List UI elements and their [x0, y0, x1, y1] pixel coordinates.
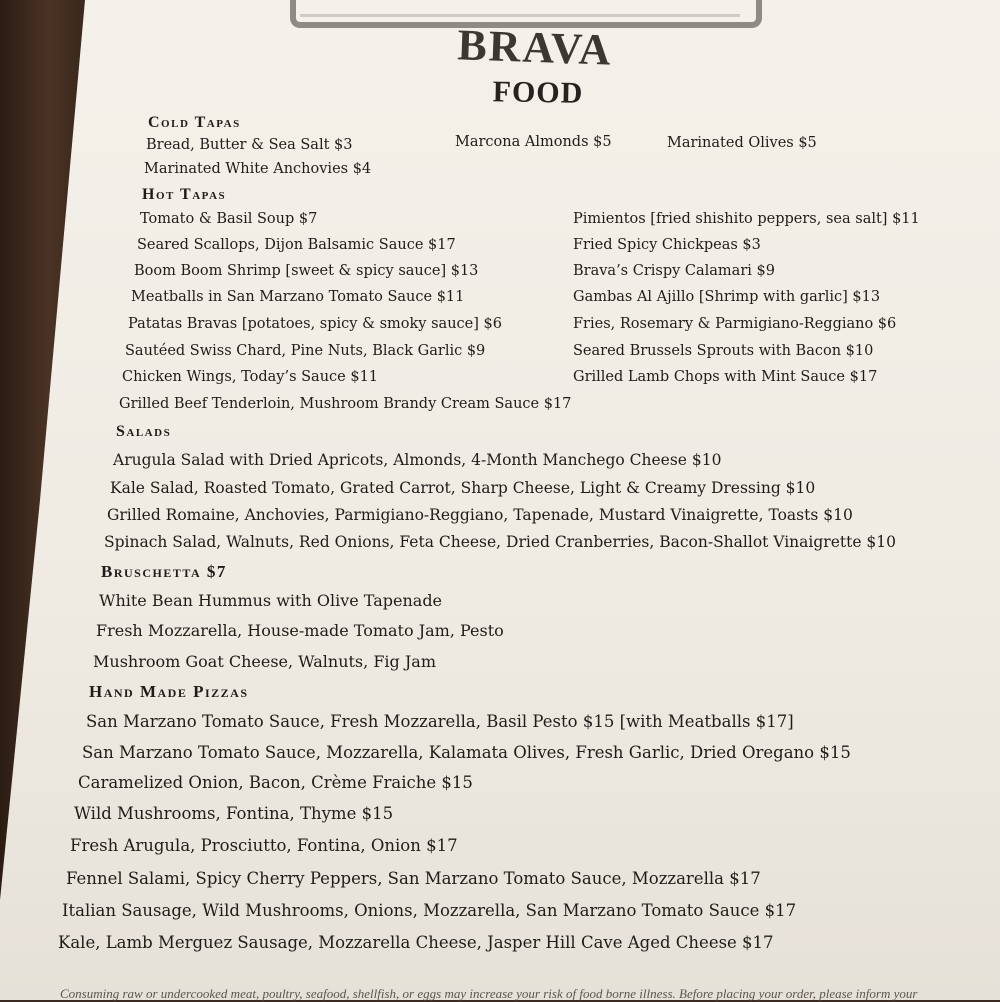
menu-item: Grilled Lamb Chops with Mint Sauce $17 — [573, 369, 878, 385]
bruschetta-heading: Bruschetta $7 — [101, 562, 227, 581]
menu-item: Meatballs in San Marzano Tomato Sauce $11 — [131, 289, 465, 305]
menu-item: Gambas Al Ajillo [Shrimp with garlic] $13 — [573, 289, 881, 305]
menu-item: Grilled Romaine, Anchovies, Parmigiano-Reggiano, Tapenade, Mustard Vinaigrette, Toasts $10 — [107, 506, 853, 524]
menu-item: Pimientos [fried shishito peppers, sea salt] $11 — [573, 211, 920, 227]
menu-item: Caramelized Onion, Bacon, Crème Fraiche $15 — [78, 773, 473, 792]
menu-item: Kale, Lamb Merguez Sausage, Mozzarella Cheese, Jasper Hill Cave Aged Cheese $17 — [58, 933, 774, 952]
menu-item: San Marzano Tomato Sauce, Fresh Mozzarella, Basil Pesto $15 [with Meatballs $17] — [86, 712, 794, 731]
menu-item: Fresh Arugula, Prosciutto, Fontina, Onion $17 — [70, 836, 458, 855]
menu-item: Fried Spicy Chickpeas $3 — [573, 237, 761, 253]
menu-item: Fresh Mozzarella, House-made Tomato Jam, Pesto — [96, 621, 504, 640]
menu-item: Grilled Beef Tenderloin, Mushroom Brandy Cream Sauce $17 — [119, 396, 572, 412]
pizzas-heading: Hand Made Pizzas — [89, 682, 249, 701]
food-safety-note: Consuming raw or undercooked meat, poultry, seafood, shellfish, or eggs may increase your risk of food borne illness. Before placing your order, please inform your — [60, 986, 918, 1001]
menu-title: FOOD — [492, 75, 584, 110]
menu-item: Fries, Rosemary & Parmigiano-Reggiano $6 — [573, 316, 897, 332]
menu-item: Brava’s Crispy Calamari $9 — [573, 263, 775, 279]
menu-item: Marinated White Anchovies $4 — [144, 161, 372, 177]
menu-item: Mushroom Goat Cheese, Walnuts, Fig Jam — [93, 652, 436, 671]
restaurant-name: BRAVA — [456, 20, 614, 75]
menu-item: Spinach Salad, Walnuts, Red Onions, Feta Cheese, Dried Cranberries, Bacon-Shallot Vinaigrette $10 — [104, 533, 897, 551]
menu-item: Seared Brussels Sprouts with Bacon $10 — [573, 343, 874, 359]
hot-tapas-heading: Hot Tapas — [142, 186, 227, 203]
menu-item: Chicken Wings, Today’s Sauce $11 — [122, 369, 379, 385]
menu-item: Bread, Butter & Sea Salt $3 — [146, 137, 353, 153]
clip-highlight — [300, 14, 740, 17]
menu-item: Marcona Almonds $5 — [455, 134, 612, 150]
menu-item: Italian Sausage, Wild Mushrooms, Onions, Mozzarella, San Marzano Tomato Sauce $17 — [62, 901, 797, 920]
menu-item: Wild Mushrooms, Fontina, Thyme $15 — [74, 804, 394, 823]
salads-heading: Salads — [116, 423, 172, 440]
menu-item: Boom Boom Shrimp [sweet & spicy sauce] $13 — [134, 263, 479, 279]
menu-item: Seared Scallops, Dijon Balsamic Sauce $17 — [137, 237, 456, 253]
menu-item: Fennel Salami, Spicy Cherry Peppers, San Marzano Tomato Sauce, Mozzarella $17 — [66, 869, 761, 888]
cold-tapas-heading: Cold Tapas — [148, 114, 241, 131]
menu-item: Tomato & Basil Soup $7 — [140, 211, 318, 227]
menu-item: Arugula Salad with Dried Apricots, Almonds, 4-Month Manchego Cheese $10 — [113, 451, 722, 469]
menu-item: San Marzano Tomato Sauce, Mozzarella, Kalamata Olives, Fresh Garlic, Dried Oregano $15 — [82, 743, 851, 762]
menu-item: Marinated Olives $5 — [667, 135, 817, 151]
menu-item: White Bean Hummus with Olive Tapenade — [99, 591, 443, 610]
menu-item: Patatas Bravas [potatoes, spicy & smoky sauce] $6 — [128, 316, 502, 332]
menu-item: Kale Salad, Roasted Tomato, Grated Carrot, Sharp Cheese, Light & Creamy Dressing $10 — [110, 479, 816, 497]
menu-item: Sautéed Swiss Chard, Pine Nuts, Black Garlic $9 — [125, 343, 486, 359]
